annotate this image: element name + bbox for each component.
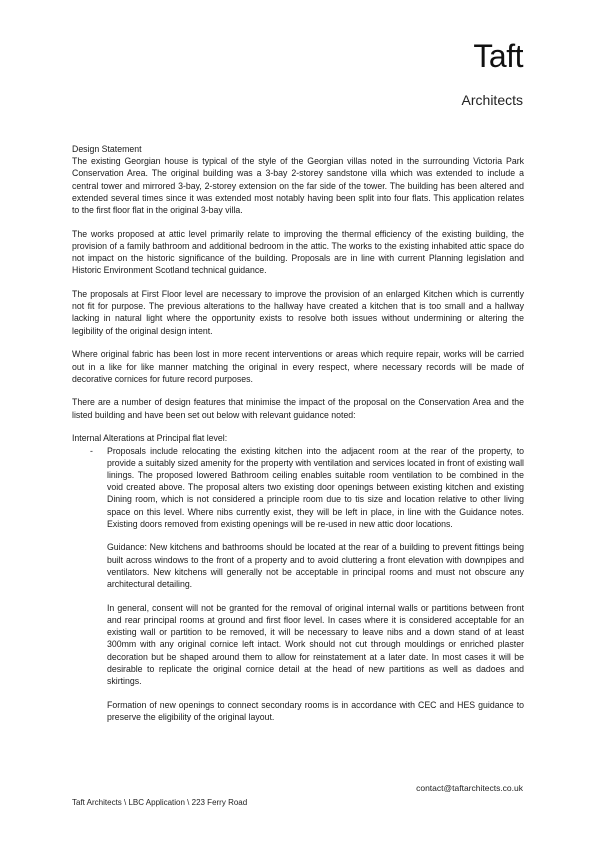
company-logo [462, 38, 523, 108]
company-subtitle: Architects [461, 92, 523, 108]
list-marker: - [90, 445, 93, 456]
document-body [72, 143, 524, 735]
list-paragraph-1: Proposals include relocating the existing kitchen into the adjacent room at the rear of the property, to provide a suitably sized amenity for the property with ventilation and services located in front of existing wall linings. The proposed lowered Bathroom ceiling enables suitable room ventilation to be combined in the void created above. The proposal alters two existing door openings between existing kitchen and existing Dining room, which is not considered a principle room due to tis size and location relative to other living space on this level. Where nibs currently exist, they will be left in place, in line with the Guidance notes. Existing doors removed from existing openings will be re-used in new attic door locations. [107, 445, 524, 529]
contact-email[interactable]: contact@taftarchitects.co.uk [416, 783, 523, 793]
paragraph-4: Where original fabric has been lost in more recent interventions or areas which require repair, works will be carried out in a like for like manner matching the original in every respect, where necessary records will be made of decorative cornices for future record purposes. [72, 349, 524, 384]
list-paragraph-4: Formation of new openings to connect secondary rooms is in accordance with CEC and HES guidance to preserve the eligibility of the original layout. [107, 699, 524, 722]
subheading: Internal Alterations at Principal flat level: [72, 433, 228, 444]
page-footer: Taft Architects \ LBC Application \ 223 Ferry Road [72, 798, 248, 807]
paragraph-1: The existing Georgian house is typical of the style of the Georgian villas noted in the surrounding Victoria Park Conservation Area. The original building was a 3-bay 2-storey sandstone villa which was extended to include a central tower and mirrored 3-bay, 2-storey extension on the far side of the tower. The building has been altered and extended several times since it was extended most notably having been split into four flats. This application relates to the first floor flat in the original 3-bay villa. [72, 156, 524, 216]
bullet-list [72, 445, 524, 724]
paragraph-3: The proposals at First Floor level are necessary to improve the provision of an enlarged Kitchen which is currently not fit for purpose. The previous alterations to the hallway have created a kitchen that is too small and a hallway lacking in natural light where the opportunity exists to resolve both issues without undermining or altering the legibility of the original design intent. [72, 289, 524, 336]
list-paragraph-2: Guidance: New kitchens and bathrooms should be located at the rear of a building to prevent fittings being built across windows to the front of a property and to avoid cluttering a front elevation with downpipes and ventilators. New kitchens will generally not be acceptable in principal rooms and must not obscure any architectural detailing. [107, 542, 524, 590]
section-heading: Design Statement [72, 144, 142, 154]
paragraph-2: The works proposed at attic level primarily relate to improving the thermal efficiency of the existing building, the provision of a family bathroom and additional bedroom in the attic. The works to the existing inhabited attic space do not impact on the historic significance of the building. Proposals are in line with current Planning legislation and Historic Environment Scotland technical guidance. [72, 228, 524, 276]
company-name: Taft [473, 38, 523, 74]
paragraph-5: There are a number of design features that minimise the impact of the proposal on the Conservation Area and the listed building and have been set out below with relevant guidance noted: [72, 397, 524, 420]
list-paragraph-3: In general, consent will not be granted for the removal of original internal walls or partitions between front and rear principal rooms at ground and first floor level. In cases where it is considered acceptable for an existing wall or partition to be removed, it will be necessary to leave nibs and a down stand of at least 300mm with any original cornice left intact. Work should not cut through mouldings or enriched plaster decoration but be shaped around them to allow for reinstatement at a later date. In most cases it will be desirable to replicate the original cornice detail at the head of new partitions as well as dadoes and skirtings. [107, 602, 524, 687]
